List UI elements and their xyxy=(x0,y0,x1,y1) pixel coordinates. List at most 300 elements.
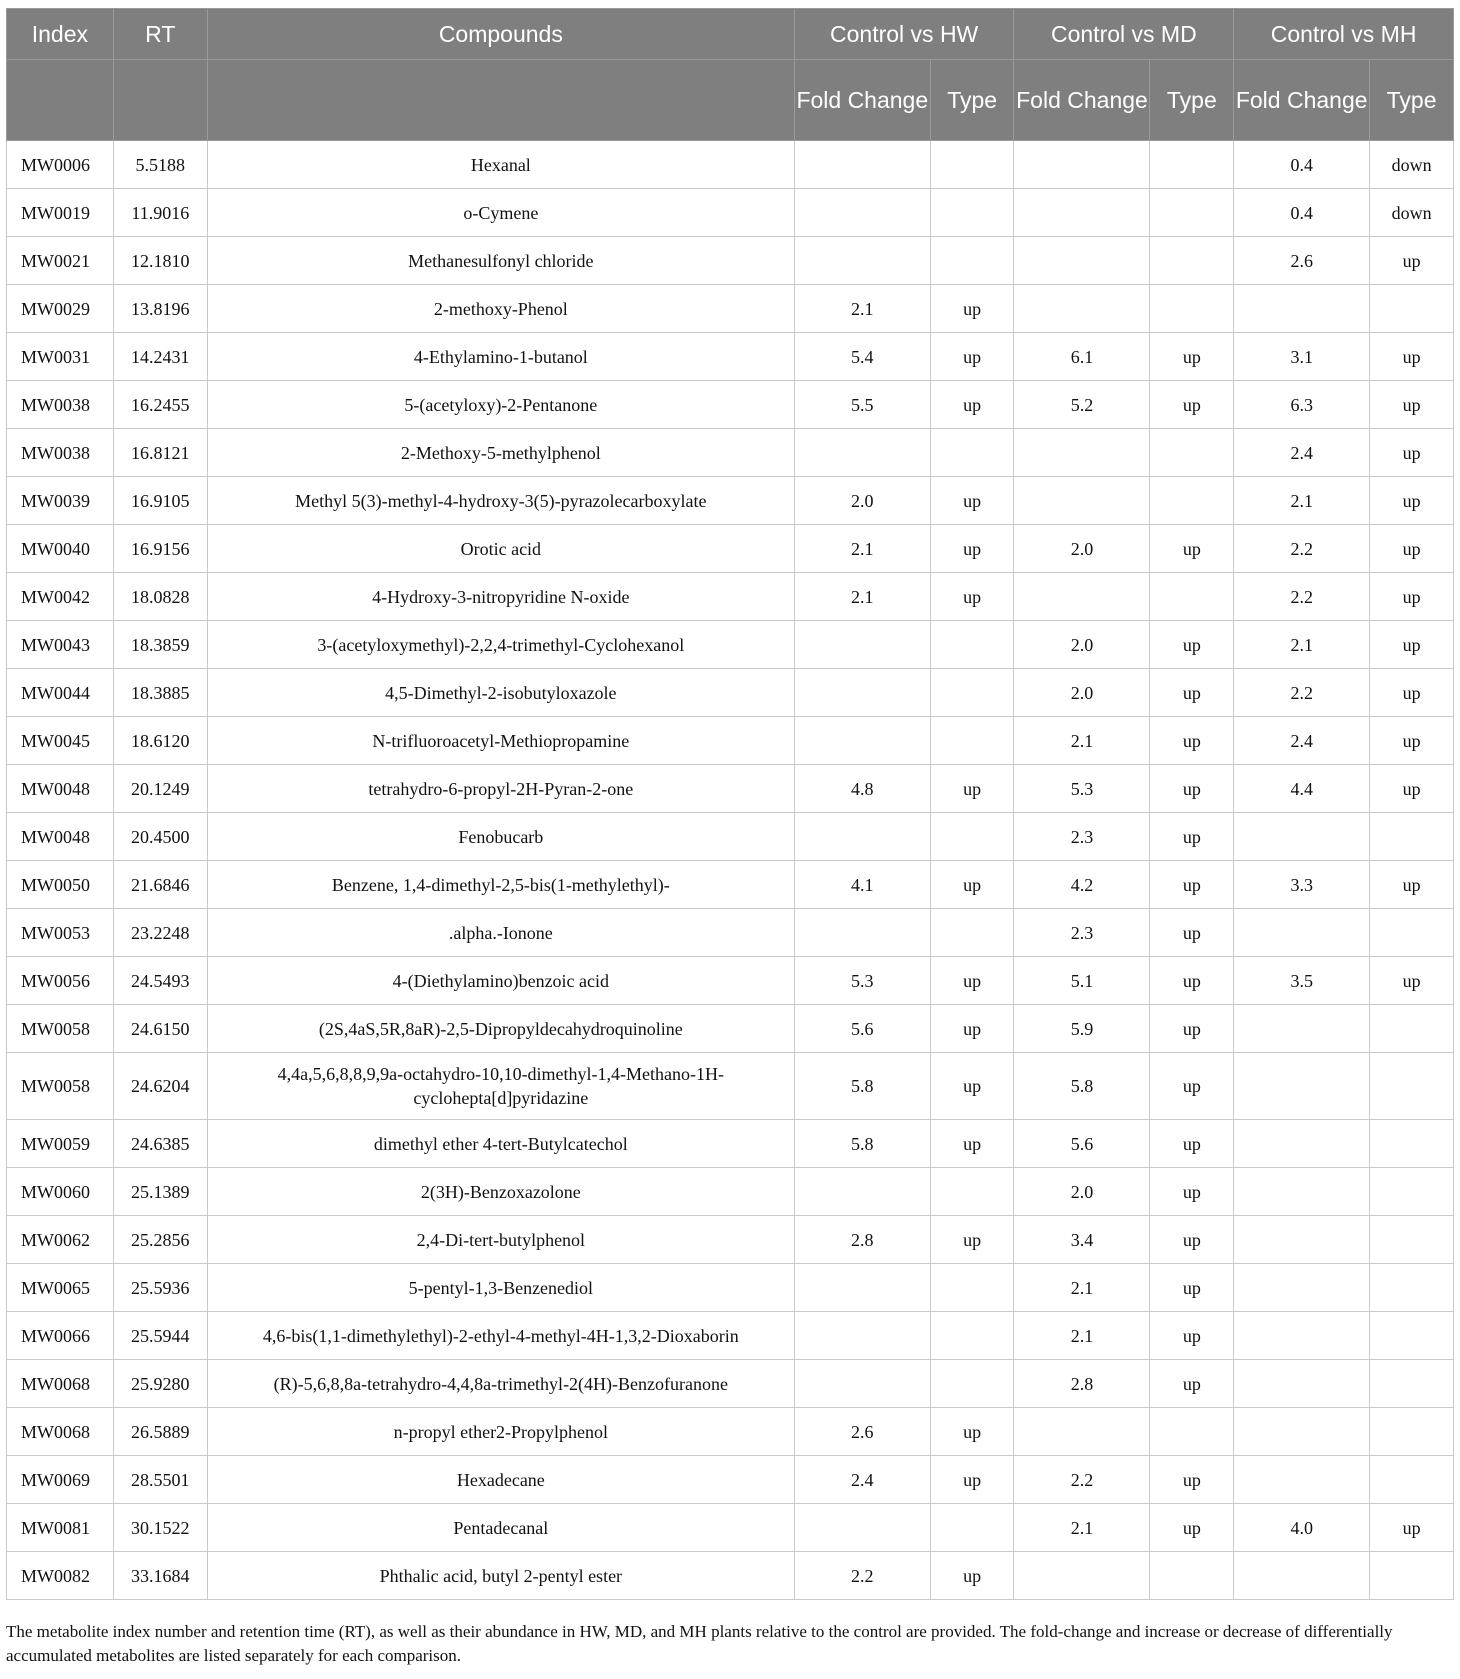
cell-rt: 11.9016 xyxy=(113,189,207,237)
cell-mh-type: up xyxy=(1370,765,1454,813)
cell-index: MW0065 xyxy=(7,1264,114,1312)
cell-md-type: up xyxy=(1150,861,1234,909)
cell-compound: Pentadecanal xyxy=(207,1504,794,1552)
cell-index: MW0081 xyxy=(7,1504,114,1552)
cell-rt: 33.1684 xyxy=(113,1552,207,1600)
cell-rt: 16.9105 xyxy=(113,477,207,525)
cell-mh-type: down xyxy=(1370,141,1454,189)
cell-mh-type: up xyxy=(1370,381,1454,429)
header-md-type: Type xyxy=(1150,60,1234,141)
cell-mh-fold-change: 2.2 xyxy=(1234,525,1370,573)
cell-rt: 16.9156 xyxy=(113,525,207,573)
cell-md-fold-change xyxy=(1014,477,1150,525)
cell-mh-fold-change xyxy=(1234,1120,1370,1168)
cell-compound: 4-Hydroxy-3-nitropyridine N-oxide xyxy=(207,573,794,621)
cell-mh-fold-change: 4.0 xyxy=(1234,1504,1370,1552)
cell-md-fold-change: 2.2 xyxy=(1014,1456,1150,1504)
cell-rt: 16.8121 xyxy=(113,429,207,477)
cell-index: MW0059 xyxy=(7,1120,114,1168)
cell-hw-type xyxy=(930,1360,1014,1408)
cell-hw-fold-change: 5.5 xyxy=(794,381,930,429)
cell-hw-type: up xyxy=(930,285,1014,333)
cell-mh-fold-change: 2.1 xyxy=(1234,621,1370,669)
cell-mh-type xyxy=(1370,1408,1454,1456)
cell-md-fold-change: 2.8 xyxy=(1014,1360,1150,1408)
table-row xyxy=(7,429,1454,477)
header-mh-type: Type xyxy=(1370,60,1454,141)
cell-hw-type xyxy=(930,813,1014,861)
cell-mh-fold-change xyxy=(1234,1456,1370,1504)
cell-mh-type xyxy=(1370,1168,1454,1216)
cell-md-type: up xyxy=(1150,1264,1234,1312)
cell-hw-type: up xyxy=(930,1120,1014,1168)
cell-index: MW0069 xyxy=(7,1456,114,1504)
header-blank xyxy=(207,60,794,141)
cell-mh-type xyxy=(1370,1552,1454,1600)
cell-mh-type: up xyxy=(1370,429,1454,477)
cell-md-fold-change: 2.0 xyxy=(1014,1168,1150,1216)
cell-md-fold-change: 5.1 xyxy=(1014,957,1150,1005)
cell-md-fold-change xyxy=(1014,237,1150,285)
cell-rt: 30.1522 xyxy=(113,1504,207,1552)
cell-md-type: up xyxy=(1150,717,1234,765)
cell-compound: Orotic acid xyxy=(207,525,794,573)
cell-index: MW0058 xyxy=(7,1005,114,1053)
table-row xyxy=(7,813,1454,861)
header-blank xyxy=(7,60,114,141)
table-row xyxy=(7,1456,1454,1504)
cell-hw-type: up xyxy=(930,1216,1014,1264)
cell-mh-fold-change: 0.4 xyxy=(1234,189,1370,237)
table-row xyxy=(7,237,1454,285)
cell-mh-type xyxy=(1370,1360,1454,1408)
cell-md-type: up xyxy=(1150,957,1234,1005)
cell-index: MW0006 xyxy=(7,141,114,189)
cell-hw-fold-change xyxy=(794,1360,930,1408)
cell-index: MW0062 xyxy=(7,1216,114,1264)
table-row xyxy=(7,1552,1454,1600)
cell-hw-fold-change: 2.1 xyxy=(794,285,930,333)
cell-hw-type: up xyxy=(930,381,1014,429)
cell-mh-type: up xyxy=(1370,525,1454,573)
cell-mh-fold-change xyxy=(1234,285,1370,333)
cell-compound: Benzene, 1,4-dimethyl-2,5-bis(1-methylethyl)- xyxy=(207,861,794,909)
table-row xyxy=(7,621,1454,669)
cell-compound: 4-Ethylamino-1-butanol xyxy=(207,333,794,381)
cell-hw-type xyxy=(930,429,1014,477)
metabolite-table xyxy=(6,8,1454,1600)
cell-index: MW0044 xyxy=(7,669,114,717)
cell-md-type xyxy=(1150,141,1234,189)
cell-index: MW0056 xyxy=(7,957,114,1005)
cell-index: MW0068 xyxy=(7,1408,114,1456)
table-body xyxy=(7,141,1454,1600)
cell-index: MW0066 xyxy=(7,1312,114,1360)
cell-rt: 25.5936 xyxy=(113,1264,207,1312)
cell-hw-type xyxy=(930,237,1014,285)
cell-index: MW0040 xyxy=(7,525,114,573)
cell-index: MW0021 xyxy=(7,237,114,285)
cell-index: MW0053 xyxy=(7,909,114,957)
cell-mh-type: up xyxy=(1370,957,1454,1005)
cell-index: MW0043 xyxy=(7,621,114,669)
cell-mh-type xyxy=(1370,1312,1454,1360)
cell-hw-fold-change: 2.2 xyxy=(794,1552,930,1600)
cell-mh-type xyxy=(1370,285,1454,333)
cell-compound: n-propyl ether2-Propylphenol xyxy=(207,1408,794,1456)
cell-md-fold-change: 2.0 xyxy=(1014,621,1150,669)
cell-hw-type xyxy=(930,1312,1014,1360)
table-row xyxy=(7,909,1454,957)
cell-compound: .alpha.-Ionone xyxy=(207,909,794,957)
cell-hw-fold-change xyxy=(794,1312,930,1360)
table-row xyxy=(7,1408,1454,1456)
cell-compound: 2(3H)-Benzoxazolone xyxy=(207,1168,794,1216)
cell-md-fold-change: 2.1 xyxy=(1014,1312,1150,1360)
cell-index: MW0082 xyxy=(7,1552,114,1600)
cell-index: MW0060 xyxy=(7,1168,114,1216)
cell-hw-fold-change xyxy=(794,1504,930,1552)
cell-rt: 18.6120 xyxy=(113,717,207,765)
table-row xyxy=(7,333,1454,381)
cell-mh-type xyxy=(1370,909,1454,957)
table-caption: The metabolite index number and retention time (RT), as well as their abundance in HW, MD, and MH plants relative to the control are provided. The fold-change and increase or decrease of differentially accumulated metabolites are listed separately for each comparison. xyxy=(6,1622,1393,1665)
cell-mh-fold-change: 2.2 xyxy=(1234,573,1370,621)
cell-mh-type: up xyxy=(1370,237,1454,285)
cell-hw-type xyxy=(930,1264,1014,1312)
cell-mh-fold-change: 0.4 xyxy=(1234,141,1370,189)
cell-md-fold-change: 5.3 xyxy=(1014,765,1150,813)
cell-mh-type: up xyxy=(1370,573,1454,621)
table-row xyxy=(7,1264,1454,1312)
cell-hw-fold-change: 4.1 xyxy=(794,861,930,909)
cell-hw-type: up xyxy=(930,525,1014,573)
cell-md-type xyxy=(1150,573,1234,621)
cell-md-type: up xyxy=(1150,1504,1234,1552)
header-control-vs-mh: Control vs MH xyxy=(1234,9,1454,60)
table-row xyxy=(7,1216,1454,1264)
cell-md-fold-change: 2.1 xyxy=(1014,717,1150,765)
cell-hw-type: up xyxy=(930,333,1014,381)
cell-md-fold-change: 5.6 xyxy=(1014,1120,1150,1168)
cell-mh-type xyxy=(1370,1264,1454,1312)
cell-compound: 4,6-bis(1,1-dimethylethyl)-2-ethyl-4-methyl-4H-1,3,2-Dioxaborin xyxy=(207,1312,794,1360)
cell-md-type xyxy=(1150,237,1234,285)
cell-hw-type: up xyxy=(930,1053,1014,1120)
cell-hw-type: up xyxy=(930,1005,1014,1053)
cell-compound: 5-pentyl-1,3-Benzenediol xyxy=(207,1264,794,1312)
cell-compound: N-trifluoroacetyl-Methiopropamine xyxy=(207,717,794,765)
cell-hw-fold-change xyxy=(794,909,930,957)
table-row xyxy=(7,669,1454,717)
cell-compound: 3-(acetyloxymethyl)-2,2,4-trimethyl-Cyclohexanol xyxy=(207,621,794,669)
cell-hw-type: up xyxy=(930,861,1014,909)
cell-md-fold-change: 2.1 xyxy=(1014,1264,1150,1312)
cell-md-type xyxy=(1150,1552,1234,1600)
cell-hw-fold-change xyxy=(794,189,930,237)
cell-hw-fold-change: 2.0 xyxy=(794,477,930,525)
cell-hw-type xyxy=(930,141,1014,189)
cell-mh-type xyxy=(1370,1053,1454,1120)
table-row xyxy=(7,1120,1454,1168)
cell-compound: 4-(Diethylamino)benzoic acid xyxy=(207,957,794,1005)
cell-md-fold-change xyxy=(1014,285,1150,333)
cell-rt: 18.0828 xyxy=(113,573,207,621)
cell-md-type xyxy=(1150,429,1234,477)
table-row xyxy=(7,1504,1454,1552)
cell-compound: 2,4-Di-tert-butylphenol xyxy=(207,1216,794,1264)
cell-hw-type xyxy=(930,621,1014,669)
header-rt: RT xyxy=(113,9,207,60)
cell-mh-fold-change xyxy=(1234,909,1370,957)
cell-rt: 20.4500 xyxy=(113,813,207,861)
cell-rt: 25.5944 xyxy=(113,1312,207,1360)
cell-hw-type: up xyxy=(930,1408,1014,1456)
cell-hw-type xyxy=(930,1168,1014,1216)
cell-md-fold-change: 2.3 xyxy=(1014,813,1150,861)
table-row xyxy=(7,1005,1454,1053)
table-row xyxy=(7,285,1454,333)
cell-hw-fold-change xyxy=(794,1264,930,1312)
cell-compound: o-Cymene xyxy=(207,189,794,237)
cell-rt: 16.2455 xyxy=(113,381,207,429)
table-row xyxy=(7,141,1454,189)
cell-md-type: up xyxy=(1150,1120,1234,1168)
cell-md-type: up xyxy=(1150,909,1234,957)
table-row xyxy=(7,525,1454,573)
cell-index: MW0019 xyxy=(7,189,114,237)
cell-mh-fold-change: 2.2 xyxy=(1234,669,1370,717)
cell-rt: 28.5501 xyxy=(113,1456,207,1504)
cell-hw-type: up xyxy=(930,1552,1014,1600)
cell-mh-fold-change: 2.4 xyxy=(1234,429,1370,477)
cell-mh-fold-change xyxy=(1234,1312,1370,1360)
cell-hw-type xyxy=(930,669,1014,717)
cell-md-fold-change xyxy=(1014,1408,1150,1456)
cell-md-type: up xyxy=(1150,525,1234,573)
table-row xyxy=(7,1360,1454,1408)
cell-compound: 2-Methoxy-5-methylphenol xyxy=(207,429,794,477)
cell-md-fold-change: 5.9 xyxy=(1014,1005,1150,1053)
cell-compound: tetrahydro-6-propyl-2H-Pyran-2-one xyxy=(207,765,794,813)
cell-hw-fold-change: 5.8 xyxy=(794,1120,930,1168)
header-blank xyxy=(113,60,207,141)
cell-compound: (2S,4aS,5R,8aR)-2,5-Dipropyldecahydroquinoline xyxy=(207,1005,794,1053)
table-row xyxy=(7,957,1454,1005)
table-row xyxy=(7,861,1454,909)
cell-hw-type: up xyxy=(930,1456,1014,1504)
cell-mh-type xyxy=(1370,1120,1454,1168)
cell-hw-type: up xyxy=(930,573,1014,621)
cell-index: MW0039 xyxy=(7,477,114,525)
cell-hw-fold-change xyxy=(794,429,930,477)
cell-md-fold-change: 3.4 xyxy=(1014,1216,1150,1264)
table-row xyxy=(7,573,1454,621)
cell-hw-type xyxy=(930,909,1014,957)
cell-rt: 25.9280 xyxy=(113,1360,207,1408)
cell-md-type: up xyxy=(1150,1456,1234,1504)
cell-hw-fold-change xyxy=(794,717,930,765)
cell-mh-fold-change xyxy=(1234,1053,1370,1120)
cell-mh-type: up xyxy=(1370,621,1454,669)
cell-rt: 24.6385 xyxy=(113,1120,207,1168)
table-row xyxy=(7,477,1454,525)
cell-mh-type xyxy=(1370,1005,1454,1053)
cell-md-type: up xyxy=(1150,381,1234,429)
cell-md-fold-change: 6.1 xyxy=(1014,333,1150,381)
cell-hw-type xyxy=(930,189,1014,237)
cell-hw-fold-change: 5.6 xyxy=(794,1005,930,1053)
cell-rt: 13.8196 xyxy=(113,285,207,333)
cell-mh-fold-change: 3.3 xyxy=(1234,861,1370,909)
cell-index: MW0058 xyxy=(7,1053,114,1120)
cell-md-type xyxy=(1150,477,1234,525)
cell-index: MW0045 xyxy=(7,717,114,765)
cell-index: MW0038 xyxy=(7,381,114,429)
cell-md-type: up xyxy=(1150,1312,1234,1360)
cell-compound: 2-methoxy-Phenol xyxy=(207,285,794,333)
cell-mh-type: down xyxy=(1370,189,1454,237)
cell-rt: 5.5188 xyxy=(113,141,207,189)
cell-mh-fold-change xyxy=(1234,813,1370,861)
cell-md-type: up xyxy=(1150,1216,1234,1264)
table-row xyxy=(7,717,1454,765)
cell-mh-fold-change xyxy=(1234,1552,1370,1600)
cell-hw-fold-change: 2.4 xyxy=(794,1456,930,1504)
cell-mh-fold-change xyxy=(1234,1168,1370,1216)
header-compounds: Compounds xyxy=(207,9,794,60)
cell-index: MW0042 xyxy=(7,573,114,621)
cell-compound: Methanesulfonyl chloride xyxy=(207,237,794,285)
cell-md-fold-change xyxy=(1014,141,1150,189)
cell-mh-type xyxy=(1370,813,1454,861)
cell-md-type: up xyxy=(1150,1005,1234,1053)
cell-index: MW0038 xyxy=(7,429,114,477)
cell-rt: 14.2431 xyxy=(113,333,207,381)
cell-index: MW0050 xyxy=(7,861,114,909)
cell-index: MW0048 xyxy=(7,765,114,813)
cell-index: MW0048 xyxy=(7,813,114,861)
cell-mh-type xyxy=(1370,1456,1454,1504)
cell-mh-fold-change: 4.4 xyxy=(1234,765,1370,813)
header-hw-fold-change: Fold Change xyxy=(794,60,930,141)
cell-hw-fold-change xyxy=(794,237,930,285)
cell-md-type: up xyxy=(1150,1360,1234,1408)
table-row xyxy=(7,1168,1454,1216)
header-md-fold-change: Fold Change xyxy=(1014,60,1150,141)
cell-compound: Hexadecane xyxy=(207,1456,794,1504)
cell-md-type xyxy=(1150,285,1234,333)
cell-compound: 4,5-Dimethyl-2-isobutyloxazole xyxy=(207,669,794,717)
cell-rt: 24.6204 xyxy=(113,1053,207,1120)
cell-md-fold-change: 4.2 xyxy=(1014,861,1150,909)
cell-rt: 20.1249 xyxy=(113,765,207,813)
cell-rt: 18.3859 xyxy=(113,621,207,669)
cell-mh-fold-change: 3.5 xyxy=(1234,957,1370,1005)
cell-rt: 26.5889 xyxy=(113,1408,207,1456)
cell-md-fold-change: 5.8 xyxy=(1014,1053,1150,1120)
cell-mh-type: up xyxy=(1370,669,1454,717)
cell-mh-fold-change: 2.6 xyxy=(1234,237,1370,285)
cell-hw-fold-change: 5.8 xyxy=(794,1053,930,1120)
header-row-1 xyxy=(7,9,1454,60)
cell-hw-fold-change xyxy=(794,669,930,717)
header-control-vs-md: Control vs MD xyxy=(1014,9,1234,60)
cell-hw-type: up xyxy=(930,765,1014,813)
cell-hw-fold-change: 2.8 xyxy=(794,1216,930,1264)
cell-md-fold-change xyxy=(1014,429,1150,477)
cell-rt: 25.2856 xyxy=(113,1216,207,1264)
cell-mh-type: up xyxy=(1370,333,1454,381)
cell-compound: Hexanal xyxy=(207,141,794,189)
cell-mh-fold-change xyxy=(1234,1264,1370,1312)
cell-md-type: up xyxy=(1150,813,1234,861)
header-mh-fold-change: Fold Change xyxy=(1234,60,1370,141)
cell-hw-fold-change xyxy=(794,621,930,669)
table-row xyxy=(7,381,1454,429)
cell-compound: 5-(acetyloxy)-2-Pentanone xyxy=(207,381,794,429)
cell-mh-type: up xyxy=(1370,1504,1454,1552)
cell-rt: 24.5493 xyxy=(113,957,207,1005)
cell-mh-fold-change xyxy=(1234,1216,1370,1264)
table-container xyxy=(6,8,1454,1600)
cell-mh-fold-change xyxy=(1234,1360,1370,1408)
cell-mh-fold-change xyxy=(1234,1408,1370,1456)
cell-mh-fold-change: 2.4 xyxy=(1234,717,1370,765)
cell-compound: (R)-5,6,8,8a-tetrahydro-4,4,8a-trimethyl-2(4H)-Benzofuranone xyxy=(207,1360,794,1408)
cell-rt: 23.2248 xyxy=(113,909,207,957)
cell-md-fold-change: 2.1 xyxy=(1014,1504,1150,1552)
cell-compound: Phthalic acid, butyl 2-pentyl ester xyxy=(207,1552,794,1600)
cell-hw-fold-change: 2.6 xyxy=(794,1408,930,1456)
cell-compound: Methyl 5(3)-methyl-4-hydroxy-3(5)-pyrazolecarboxylate xyxy=(207,477,794,525)
cell-index: MW0068 xyxy=(7,1360,114,1408)
cell-md-type xyxy=(1150,189,1234,237)
header-index: Index xyxy=(7,9,114,60)
cell-index: MW0029 xyxy=(7,285,114,333)
header-hw-type: Type xyxy=(930,60,1014,141)
cell-hw-type xyxy=(930,717,1014,765)
cell-md-fold-change: 5.2 xyxy=(1014,381,1150,429)
cell-md-type: up xyxy=(1150,333,1234,381)
cell-mh-fold-change: 3.1 xyxy=(1234,333,1370,381)
cell-compound: dimethyl ether 4-tert-Butylcatechol xyxy=(207,1120,794,1168)
cell-index: MW0031 xyxy=(7,333,114,381)
cell-md-type: up xyxy=(1150,621,1234,669)
table-row xyxy=(7,765,1454,813)
cell-hw-fold-change: 2.1 xyxy=(794,573,930,621)
cell-md-type: up xyxy=(1150,669,1234,717)
cell-md-fold-change: 2.0 xyxy=(1014,669,1150,717)
cell-rt: 21.6846 xyxy=(113,861,207,909)
table-row xyxy=(7,189,1454,237)
header-row-2 xyxy=(7,60,1454,141)
cell-md-type: up xyxy=(1150,1168,1234,1216)
cell-hw-fold-change: 5.3 xyxy=(794,957,930,1005)
cell-md-fold-change xyxy=(1014,189,1150,237)
cell-rt: 12.1810 xyxy=(113,237,207,285)
cell-compound: 4,4a,5,6,8,8,9,9a-octahydro-10,10-dimethyl-1,4-Methano-1H-cyclohepta[d]pyridazine xyxy=(207,1053,794,1120)
table-row xyxy=(7,1053,1454,1120)
cell-hw-fold-change xyxy=(794,1168,930,1216)
table-row xyxy=(7,1312,1454,1360)
cell-mh-type: up xyxy=(1370,717,1454,765)
header-control-vs-hw: Control vs HW xyxy=(794,9,1014,60)
cell-compound: Fenobucarb xyxy=(207,813,794,861)
cell-rt: 24.6150 xyxy=(113,1005,207,1053)
cell-hw-type: up xyxy=(930,477,1014,525)
cell-hw-fold-change xyxy=(794,813,930,861)
